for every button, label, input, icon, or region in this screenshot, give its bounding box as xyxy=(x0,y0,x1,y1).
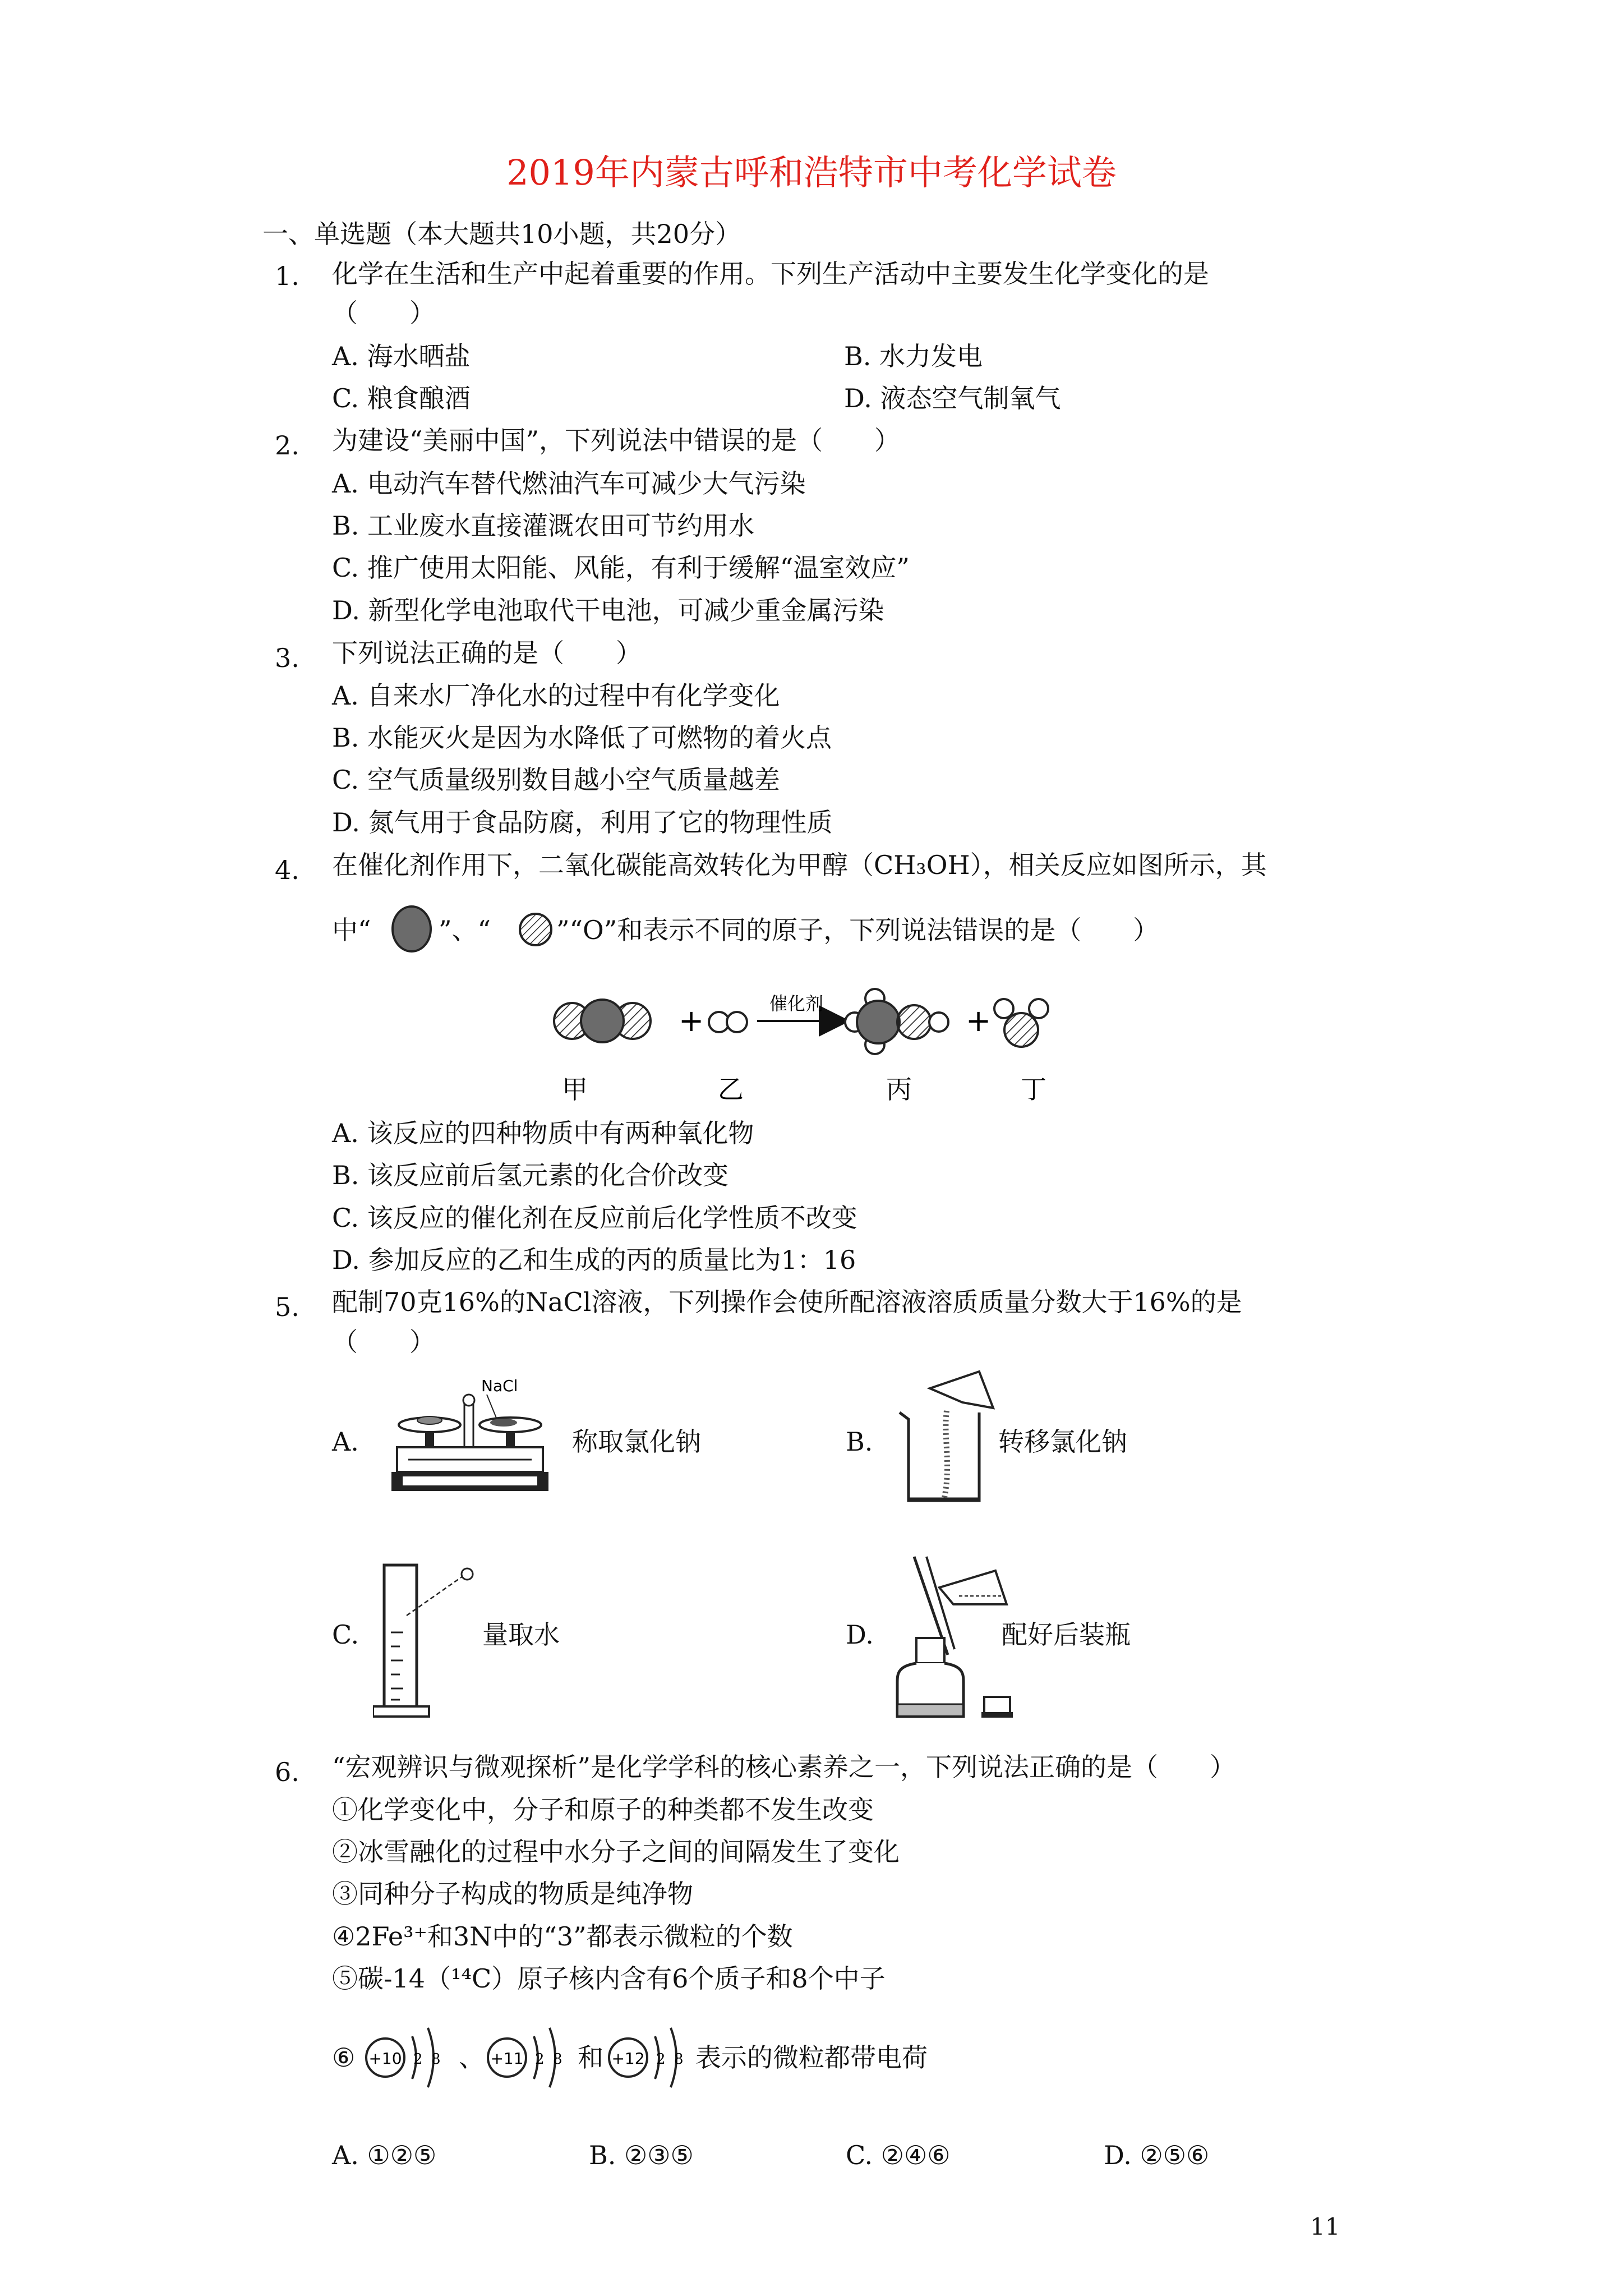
molecule-bing xyxy=(845,989,948,1054)
option-d: D. 新型化学电池取代干电池，可减少重金属污染 xyxy=(332,595,884,625)
option-d: D. 液态空气制氧气 xyxy=(844,383,1061,413)
question-number: 6. xyxy=(275,1757,299,1787)
option-a: A. ①②⑤ xyxy=(332,2140,437,2170)
statement-item: ①化学变化中，分子和原子的种类都不发生改变 xyxy=(332,1795,874,1825)
option-a: A. 自来水厂净化水的过程中有化学变化 xyxy=(332,680,780,711)
statement-item: ⑤碳-14（¹⁴C）原子核内含有6个质子和8个中子 xyxy=(332,1963,886,1994)
shell-electrons: 8 xyxy=(674,2051,684,2068)
molecule-yi xyxy=(709,1012,747,1032)
question-stem: 为建设“美丽中国”，下列说法中错误的是（ ） xyxy=(332,425,901,455)
hatched-atom-icon xyxy=(516,910,555,949)
label-ding: 丁 xyxy=(1021,1074,1046,1105)
shell-electrons: 2 xyxy=(656,2051,666,2068)
nucleus-charge: +10 xyxy=(368,2049,402,2068)
option-b: B. ②③⑤ xyxy=(589,2140,694,2170)
separator: 和 xyxy=(578,2042,603,2073)
question-stem: “宏观辨识与微观探析”是化学学科的核心素养之一，下列说法正确的是（ ） xyxy=(332,1752,1236,1782)
page-title: 2019年内蒙古呼和浩特市中考化学试卷 xyxy=(506,152,1117,193)
shell-electrons: 2 xyxy=(413,2051,423,2068)
question-stem: 下列说法正确的是（ ） xyxy=(332,638,642,668)
label-yi: 乙 xyxy=(718,1074,744,1105)
option-c: C. 粮食酿酒 xyxy=(332,383,471,413)
balance-scale-illustration xyxy=(386,1369,554,1501)
beaker-transfer-illustration xyxy=(895,1369,996,1509)
statement-item-6-prefix: ⑥ xyxy=(332,2042,356,2073)
option-c-text: 量取水 xyxy=(482,1619,560,1650)
question-number: 2. xyxy=(275,430,299,461)
option-b-letter: B. xyxy=(846,1427,873,1457)
option-a-letter: A. xyxy=(332,1427,359,1457)
option-c: C. 空气质量级别数目越小空气质量越差 xyxy=(332,765,780,795)
molecule-ding xyxy=(994,999,1048,1047)
molecule-jia xyxy=(554,1000,651,1042)
grey-atom-icon xyxy=(388,902,439,956)
option-d: D. 氮气用于食品防腐，利用了它的物理性质 xyxy=(332,807,833,838)
statement-item: ②冰雪融化的过程中水分子之间的间隔发生了变化 xyxy=(332,1837,900,1867)
stem-part: ”“O”和表示不同的原子，下列说法错误的是（ ） xyxy=(556,915,1159,945)
option-d-text: 配好后装瓶 xyxy=(1002,1619,1131,1650)
stem-part: ”、“ xyxy=(439,915,491,945)
question-number: 5. xyxy=(275,1292,299,1322)
option-a: A. 海水晒盐 xyxy=(332,341,471,371)
shell-electrons: 2 xyxy=(535,2051,545,2068)
statement-item: ③同种分子构成的物质是纯净物 xyxy=(332,1879,693,1909)
question-number: 4. xyxy=(275,855,299,885)
question-blank: （ ） xyxy=(332,298,435,328)
shell-electrons: 8 xyxy=(553,2051,562,2068)
option-b: B. 水能灭火是因为水降低了可燃物的着火点 xyxy=(332,723,832,753)
graduated-cylinder-illustration xyxy=(373,1554,485,1722)
catalyst-label: 催化剂 xyxy=(769,993,824,1014)
option-c-letter: C. xyxy=(332,1619,359,1650)
option-c: C. 推广使用太阳能、风能，有利于缓解“温室效应” xyxy=(332,553,910,583)
option-c: C. 该反应的催化剂在反应前后化学性质不改变 xyxy=(332,1203,857,1233)
option-c: C. ②④⑥ xyxy=(846,2140,951,2170)
option-d: D. ②⑤⑥ xyxy=(1104,2140,1210,2170)
option-a: A. 电动汽车替代燃油汽车可减少大气污染 xyxy=(332,468,806,499)
statement-item-6-suffix: 表示的微粒都带电荷 xyxy=(695,2042,928,2073)
nucleus-charge: +12 xyxy=(611,2049,645,2068)
statement-item: ④2Fe³⁺和3N中的“3”都表示微粒的个数 xyxy=(332,1921,793,1952)
plus-sign: + xyxy=(679,1003,704,1038)
atom-structure-diagram xyxy=(483,2017,582,2101)
atom-structure-diagram xyxy=(605,2017,703,2101)
option-b: B. 工业废水直接灌溉农田可节约用水 xyxy=(332,510,755,541)
option-b: B. 该反应前后氢元素的化合价改变 xyxy=(332,1160,729,1190)
nucleus-charge: +11 xyxy=(490,2049,524,2068)
question-stem: 在催化剂作用下，二氧化碳能高效转化为甲醇（CH₃OH），相关反应如图所示，其 xyxy=(332,850,1267,880)
label-bing: 丙 xyxy=(886,1074,912,1105)
question-blank: （ ） xyxy=(332,1327,435,1357)
question-stem: 化学在生活和生产中起着重要的作用。下列生产活动中主要发生化学变化的是 xyxy=(332,259,1209,289)
label-jia: 甲 xyxy=(562,1074,588,1105)
separator: 、 xyxy=(459,2042,485,2073)
stem-part: 中“ xyxy=(332,915,371,945)
reaction-diagram xyxy=(550,976,1088,1111)
atom-structure-diagram xyxy=(362,2017,460,2101)
section-heading: 一、单选题（本大题共10小题，共20分） xyxy=(262,219,741,249)
shell-electrons: 8 xyxy=(431,2051,441,2068)
option-a: A. 该反应的四种物质中有两种氧化物 xyxy=(332,1118,754,1148)
option-b-text: 转移氯化钠 xyxy=(998,1427,1127,1457)
question-stem: 配制70克16%的NaCl溶液，下列操作会使所配溶液溶质质量分数大于16%的是 xyxy=(332,1287,1242,1317)
question-number: 3. xyxy=(275,643,299,673)
page-number: 11 xyxy=(1310,2213,1340,2240)
option-d-letter: D. xyxy=(846,1619,874,1650)
plus-sign: + xyxy=(966,1003,992,1038)
option-b: B. 水力发电 xyxy=(844,341,983,371)
question-number: 1. xyxy=(275,261,299,291)
option-a-text: 称取氯化钠 xyxy=(572,1427,701,1457)
option-d: D. 参加反应的乙和生成的丙的质量比为1：16 xyxy=(332,1245,856,1275)
nacl-label: NaCl xyxy=(481,1377,518,1395)
